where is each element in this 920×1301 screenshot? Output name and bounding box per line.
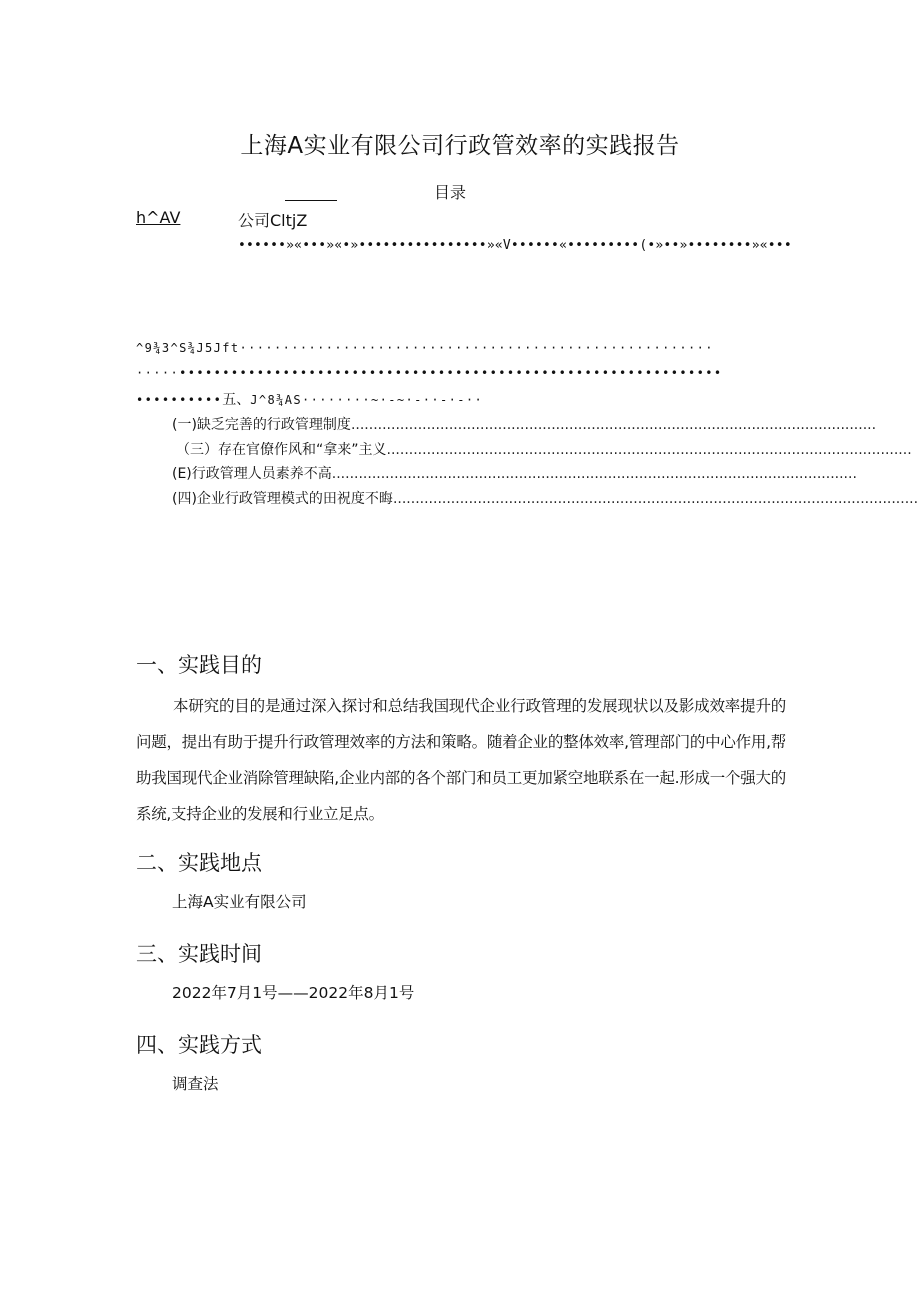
section-paragraph: 本研究的目的是通过深入探讨和总结我国现代企业行政管理的发展现状以及影成效率提升的问题，提出有助于提升行政管理效率的方法和策略。随着企业的整体效率,管理部门的中心作用,帮助我国现代企业消除管理缺陷,企业内部的各个部门和员工更加紧空地联系在一起.形成一个强大的系统,支持企业的发展和行业立足点。 bbox=[136, 697, 786, 823]
section-body: 2022年7月1号——2022年8月1号 bbox=[172, 984, 415, 1002]
toc-heading: 目录 bbox=[434, 183, 467, 202]
toc-garbled-label: h^AV bbox=[136, 208, 181, 227]
toc-row-3-cjk: 五、 bbox=[222, 392, 251, 408]
section-body: 上海A实业有限公司 bbox=[172, 893, 307, 911]
toc-garbled-row-1: ^9¾3^S¾J5Jft······················································· bbox=[136, 341, 714, 355]
toc-item-label: （三）存在官僚作风和“拿来”主义 bbox=[176, 442, 387, 458]
toc-item-leader: ...................................................................................................................... bbox=[331, 466, 857, 482]
toc-garbled-row-3 bbox=[136, 389, 786, 409]
toc-underline bbox=[285, 200, 337, 201]
toc-item[interactable] bbox=[176, 439, 912, 459]
toc-garbled-company: 公司CltjZ bbox=[238, 211, 308, 230]
report-title: 上海A实业有限公司行政管效率的实践报告 bbox=[240, 133, 680, 159]
section-heading: 一、实践目的 bbox=[136, 653, 262, 677]
toc-item[interactable] bbox=[172, 488, 919, 508]
toc-item-label: (一)缺乏完善的行政管理制度 bbox=[172, 417, 351, 433]
toc-item-leader: ...................................................................................................................... bbox=[350, 417, 877, 433]
section-body: 调查法 bbox=[172, 1075, 219, 1093]
section-heading: 四、实践方式 bbox=[136, 1033, 262, 1057]
section-heading: 三、实践时间 bbox=[136, 942, 262, 966]
toc-row-3-prefix: •••••••••• bbox=[136, 393, 223, 407]
section-heading: 二、实践地点 bbox=[136, 851, 262, 875]
toc-item-label: (E)行政管理人员素养不高 bbox=[172, 466, 332, 482]
toc-item-label: (四)企业行政管理模式的田祝度不晦 bbox=[172, 491, 393, 507]
toc-item-leader: ...................................................................................................................... bbox=[392, 491, 919, 507]
toc-item[interactable] bbox=[172, 463, 857, 483]
toc-garbled-row-2: ·····••••••••••••••••••••••••••••••••••••••••••••••••••••••••••••••• bbox=[136, 366, 723, 380]
toc-item-leader: ...................................................................................................................... bbox=[386, 442, 912, 458]
toc-item[interactable] bbox=[172, 414, 877, 434]
toc-row-3-suffix: J^8¾AS········~·-~·-··-·-·· bbox=[250, 393, 484, 407]
toc-garbled-dots: ••••••»«•••»«•»••••••••••••••••»«V••••••«•••••••••(•»••»••••••••»«••• bbox=[238, 238, 792, 253]
